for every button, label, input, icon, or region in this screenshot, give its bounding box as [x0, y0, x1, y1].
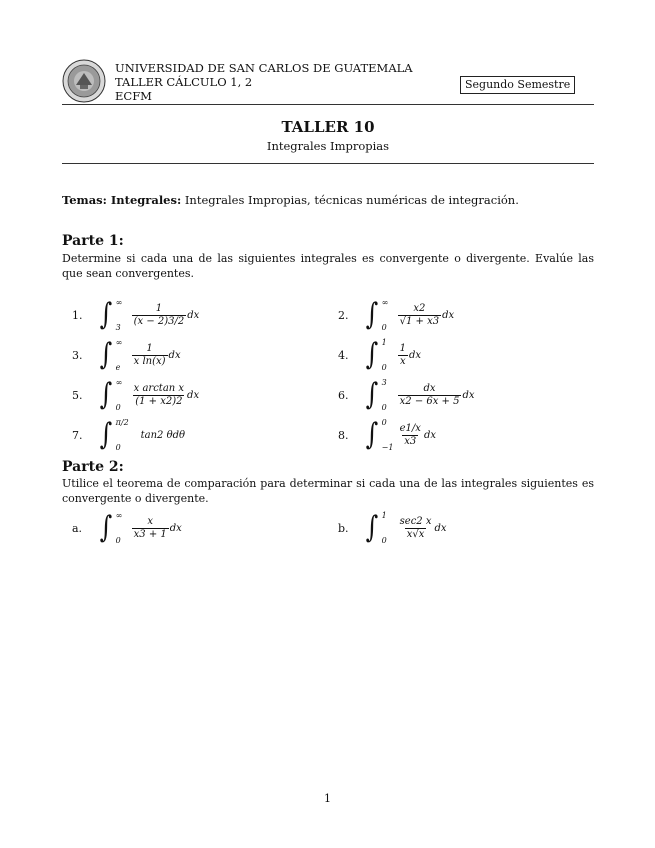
lower-limit: 3: [115, 323, 121, 332]
lower-limit: 0: [115, 403, 121, 412]
differential: dx: [187, 309, 200, 321]
part2-instructions: Utilice el teorema de comparación para determinar si cada una de las integrales siguientes es convergente o divergente.: [62, 477, 594, 505]
upper-limit: 1: [381, 511, 387, 520]
exercise-3: [72, 338, 181, 372]
integral-sign: ∫: [99, 297, 113, 332]
temas-text: Integrales Impropias, técnicas numéricas de integración.: [184, 193, 519, 207]
lower-limit: 0: [115, 443, 121, 452]
lower-limit: 0: [381, 536, 387, 545]
upper-limit: 0: [381, 418, 387, 427]
denominator: x ln(x): [133, 355, 166, 367]
exercise-2: [338, 298, 454, 332]
part2-heading: Parte 2:: [62, 459, 124, 475]
numerator: 1: [399, 342, 407, 354]
differential: dx: [462, 389, 475, 401]
differential: dx: [168, 349, 181, 361]
differential: dx: [434, 522, 447, 534]
upper-limit: 3: [381, 378, 387, 387]
differential: dx: [169, 522, 182, 534]
differential: dx: [442, 309, 455, 321]
integral-sign: ∫: [365, 337, 379, 372]
denominator: (1 + x2)2: [135, 395, 183, 407]
differential: dx: [409, 349, 422, 361]
page-number: 1: [324, 792, 331, 805]
lower-limit: 0: [381, 363, 387, 372]
header-school: ECFM: [115, 89, 152, 103]
denominator: x2 − 6x + 5: [399, 395, 460, 407]
header-course: TALLER CÁLCULO 1, 2: [115, 75, 253, 89]
integral-sign: ∫: [365, 510, 379, 545]
upper-limit: ∞: [115, 378, 123, 387]
integrand: tan2 θdθ: [140, 429, 186, 441]
lower-limit: 0: [381, 323, 387, 332]
integral-expression: [364, 511, 447, 545]
title-rule: [62, 163, 594, 164]
page-subtitle: Integrales Impropias: [266, 139, 390, 153]
integral-sign: ∫: [99, 337, 113, 372]
integral-sign: ∫: [99, 510, 113, 545]
numerator: dx: [423, 382, 436, 394]
exercise-6: [338, 378, 475, 412]
numerator: x: [147, 515, 154, 527]
integral-expression: [98, 338, 181, 372]
upper-limit: π/2: [115, 418, 129, 427]
integral-expression: [98, 298, 199, 332]
lower-limit: −1: [381, 443, 394, 452]
exercise-label: 4.: [338, 348, 349, 362]
part1-heading: Parte 1:: [62, 233, 124, 249]
integral-expression: [98, 418, 185, 452]
exercise-7: [72, 418, 185, 452]
numerator: 1: [146, 342, 153, 354]
exercise-label: 6.: [338, 388, 349, 402]
denominator: x√x: [406, 528, 425, 540]
denominator: (x − 2)3/2: [133, 315, 185, 327]
lower-limit: 0: [381, 403, 387, 412]
exercise-4: [338, 338, 421, 372]
exercise-label: 3.: [72, 348, 83, 362]
temas-label: Temas: Integrales:: [62, 193, 182, 207]
exercise-label: 5.: [72, 388, 83, 402]
integral-expression: [98, 511, 182, 545]
university-seal-logo: [62, 59, 106, 103]
exercise-label: 2.: [338, 308, 349, 322]
lower-limit: 0: [115, 536, 121, 545]
exercise-b: [338, 511, 447, 545]
upper-limit: ∞: [115, 338, 123, 347]
upper-limit: ∞: [115, 511, 123, 520]
integral-expression: [364, 378, 475, 412]
integral-sign: ∫: [99, 417, 113, 452]
header-rule: [62, 104, 594, 105]
numerator: 1: [155, 302, 163, 314]
numerator: x2: [413, 302, 426, 314]
numerator: e1/x: [399, 422, 421, 434]
exercise-label: 8.: [338, 428, 349, 442]
exercise-a: [72, 511, 182, 545]
numerator: x arctan x: [133, 382, 185, 394]
part1-instructions: Determine si cada una de las siguientes integrales es convergente o divergente. Evalúe las que sean convergentes.: [62, 252, 594, 280]
differential: dx: [187, 389, 200, 401]
upper-limit: ∞: [381, 298, 389, 307]
integral-sign: ∫: [99, 377, 113, 412]
exercise-label: a.: [72, 521, 83, 535]
exercise-1: [72, 298, 199, 332]
exercise-label: 7.: [72, 428, 83, 442]
integral-expression: [364, 418, 436, 452]
exercise-label: 1.: [72, 308, 83, 322]
integral-expression: [364, 298, 454, 332]
integral-expression: [98, 378, 199, 412]
denominator: x: [400, 355, 406, 367]
exercise-5: [72, 378, 199, 412]
integral-expression: [364, 338, 421, 372]
header-university: UNIVERSIDAD DE SAN CARLOS DE GUATEMALA: [115, 61, 413, 75]
exercise-8: [338, 418, 436, 452]
differential: dx: [423, 429, 436, 441]
denominator: √1 + x3: [399, 315, 440, 327]
numerator: sec2 x: [399, 515, 432, 527]
exercise-label: b.: [338, 521, 349, 535]
integral-sign: ∫: [365, 417, 379, 452]
lower-limit: e: [115, 363, 121, 372]
upper-limit: 1: [381, 338, 387, 347]
temas-line: [62, 193, 519, 207]
semester-box: Segundo Semestre: [460, 76, 575, 94]
denominator: x3 + 1: [133, 528, 167, 540]
integral-sign: ∫: [365, 377, 379, 412]
page-title: TALLER 10: [281, 118, 375, 136]
integral-sign: ∫: [365, 297, 379, 332]
upper-limit: ∞: [115, 298, 123, 307]
denominator: x3: [404, 435, 417, 447]
